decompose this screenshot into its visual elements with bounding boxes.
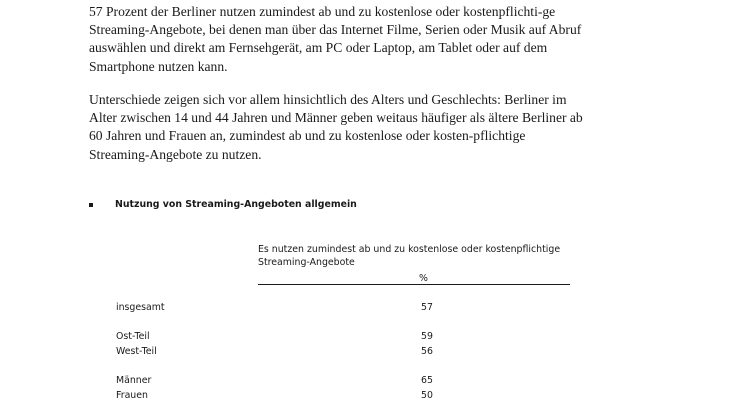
table-row-value: 65 (421, 375, 433, 386)
table-row-value: 50 (421, 390, 433, 401)
table-row-label: insgesamt (116, 302, 165, 313)
paragraph-intro: 57 Prozent der Berliner nutzen zumindest ab und zu kostenlose oder kostenpflichti-ge Streaming-Angebote, bei denen man über das Internet Filme, Serien oder Musik auf Abruf auswählen und direkt am Fernsehgerät, am PC oder Laptop, am Tablet oder auf dem Smartphone nutzen kann. (89, 4, 582, 74)
section-heading (89, 199, 357, 210)
section-title: Nutzung von Streaming-Angeboten allgemein (115, 199, 357, 210)
table-row-value: 57 (421, 302, 433, 313)
square-bullet-icon (89, 203, 93, 207)
table-row-value: 56 (421, 346, 433, 357)
table-column-header: Es nutzen zumindest ab und zu kostenlose oder kostenpflichtige Streaming-Angebote (258, 244, 561, 268)
table-header-rule (258, 284, 570, 285)
table-row-label: Ost-Teil (116, 331, 150, 342)
table-row-label: Frauen (116, 390, 148, 401)
paragraph-differences: Unterschiede zeigen sich vor allem hinsichtlich des Alters und Geschlechts: Berliner im Alter zwischen 14 und 44 Jahren und Männer geben weitaus häufiger als ältere Berliner ab 60 Jahren und Frauen an, zumindest ab und zu kostenlose oder kosten-pflichtige Streaming-Angebote zu nutzen. (89, 92, 583, 162)
table-row-value: 59 (421, 331, 433, 342)
table-row-label: Männer (116, 375, 152, 386)
table-row-label: West-Teil (116, 346, 157, 357)
table-unit-label: % (419, 273, 428, 284)
